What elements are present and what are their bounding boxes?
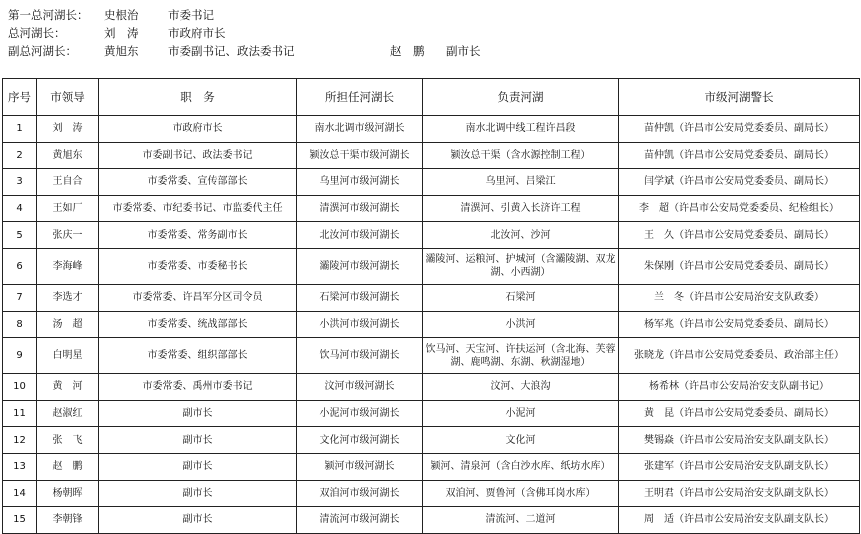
cell-chief: 文化河市级河湖长 xyxy=(297,427,423,454)
cell-seq: 10 xyxy=(3,374,37,401)
cell-rivers: 南水北调中线工程许昌段 xyxy=(423,116,619,143)
cell-rivers: 颍河、清泉河（含白沙水库、纸坊水库） xyxy=(423,453,619,480)
header-position-3: 市委副书记、政法委书记 xyxy=(168,44,295,58)
cell-chief: 灞陵河市级河湖长 xyxy=(297,248,423,284)
cell-seq: 7 xyxy=(3,284,37,311)
cell-chief: 饮马河市级河湖长 xyxy=(297,338,423,374)
cell-duty: 市委常委、许昌军分区司令员 xyxy=(99,284,297,311)
cell-police: 黄 昆（许昌市公安局党委委员、副局长） xyxy=(619,400,860,427)
cell-seq: 11 xyxy=(3,400,37,427)
cell-chief: 汶河市级河湖长 xyxy=(297,374,423,401)
cell-chief: 颍汝总干渠市级河湖长 xyxy=(297,142,423,169)
table-row xyxy=(3,222,860,249)
cell-rivers: 颍汝总干渠（含水源控制工程） xyxy=(423,142,619,169)
header-position-2: 市政府市长 xyxy=(168,26,226,40)
cell-rivers: 清潩河、引黄入长济许工程 xyxy=(423,195,619,222)
cell-rivers: 饮马河、天宝河、许扶运河（含北海、芙蓉湖、鹿鸣湖、东湖、秋湖湿地） xyxy=(423,338,619,374)
cell-police: 杨军兆（许昌市公安局党委委员、副局长） xyxy=(619,311,860,338)
table-row xyxy=(3,400,860,427)
cell-police: 张建军（许昌市公安局治安支队副支队长） xyxy=(619,453,860,480)
table-row xyxy=(3,453,860,480)
cell-duty: 市委常委、禹州市委书记 xyxy=(99,374,297,401)
cell-leader: 李朝锋 xyxy=(37,507,99,534)
river-chief-table xyxy=(2,78,860,534)
cell-leader: 杨朝晖 xyxy=(37,480,99,507)
cell-rivers: 北汝河、沙河 xyxy=(423,222,619,249)
cell-seq: 8 xyxy=(3,311,37,338)
cell-seq: 9 xyxy=(3,338,37,374)
cell-duty: 市委常委、市纪委书记、市监委代主任 xyxy=(99,195,297,222)
cell-duty: 市委常委、统战部部长 xyxy=(99,311,297,338)
cell-seq: 5 xyxy=(3,222,37,249)
cell-police: 王明君（许昌市公安局治安支队副支队长） xyxy=(619,480,860,507)
header-title-1: 第一总河湖长： xyxy=(8,8,89,22)
col-header-duty: 职 务 xyxy=(99,79,297,116)
cell-leader: 王如厂 xyxy=(37,195,99,222)
col-header-chief: 所担任河湖长 xyxy=(297,79,423,116)
col-header-police: 市级河湖警长 xyxy=(619,79,860,116)
table-row xyxy=(3,427,860,454)
cell-leader: 汤 超 xyxy=(37,311,99,338)
cell-seq: 3 xyxy=(3,169,37,196)
cell-seq: 15 xyxy=(3,507,37,534)
table-row xyxy=(3,248,860,284)
table-header-row xyxy=(3,79,860,116)
cell-duty: 副市长 xyxy=(99,400,297,427)
header-name-3b: 赵 鹏 xyxy=(390,44,425,58)
cell-leader: 黄 河 xyxy=(37,374,99,401)
cell-leader: 赵淑红 xyxy=(37,400,99,427)
table-row xyxy=(3,311,860,338)
cell-chief: 清流河市级河湖长 xyxy=(297,507,423,534)
cell-seq: 12 xyxy=(3,427,37,454)
table-row xyxy=(3,169,860,196)
cell-leader: 王自合 xyxy=(37,169,99,196)
cell-rivers: 小泥河 xyxy=(423,400,619,427)
cell-chief: 小泥河市级河湖长 xyxy=(297,400,423,427)
cell-chief: 小洪河市级河湖长 xyxy=(297,311,423,338)
col-header-leader: 市领导 xyxy=(37,79,99,116)
cell-leader: 刘 涛 xyxy=(37,116,99,143)
header-title-3: 副总河湖长： xyxy=(8,44,77,58)
cell-duty: 市委副书记、政法委书记 xyxy=(99,142,297,169)
header-title-2: 总河湖长： xyxy=(8,26,66,40)
cell-duty: 副市长 xyxy=(99,427,297,454)
header-line-2 xyxy=(8,24,853,42)
cell-seq: 4 xyxy=(3,195,37,222)
table-row xyxy=(3,480,860,507)
cell-duty: 市委常委、宣传部部长 xyxy=(99,169,297,196)
cell-rivers: 石梁河 xyxy=(423,284,619,311)
cell-duty: 市政府市长 xyxy=(99,116,297,143)
col-header-rivers: 负责河湖 xyxy=(423,79,619,116)
table-row xyxy=(3,374,860,401)
cell-police: 苗仲凯（许昌市公安局党委委员、副局长） xyxy=(619,142,860,169)
cell-rivers: 双洎河、贾鲁河（含佛耳岗水库） xyxy=(423,480,619,507)
table-body xyxy=(3,116,860,534)
cell-seq: 6 xyxy=(3,248,37,284)
cell-seq: 1 xyxy=(3,116,37,143)
header-line-3 xyxy=(8,42,853,60)
cell-police: 朱保刚（许昌市公安局党委委员、副局长） xyxy=(619,248,860,284)
cell-leader: 李海峰 xyxy=(37,248,99,284)
cell-police: 樊锡焱（许昌市公安局治安支队副支队长） xyxy=(619,427,860,454)
cell-police: 杨希林（许昌市公安局治安支队副书记） xyxy=(619,374,860,401)
cell-police: 王 久（许昌市公安局党委委员、副局长） xyxy=(619,222,860,249)
header-name-1: 史根治 xyxy=(104,8,139,22)
cell-chief: 乌里河市级河湖长 xyxy=(297,169,423,196)
cell-leader: 李选才 xyxy=(37,284,99,311)
header-name-2: 刘 涛 xyxy=(104,26,139,40)
cell-police: 闫学斌（许昌市公安局党委委员、副局长） xyxy=(619,169,860,196)
cell-leader: 张庆一 xyxy=(37,222,99,249)
header-position-1: 市委书记 xyxy=(168,8,214,22)
cell-chief: 清潩河市级河湖长 xyxy=(297,195,423,222)
cell-rivers: 灞陵河、运粮河、护城河（含灞陵湖、双龙湖、小西湖） xyxy=(423,248,619,284)
cell-chief: 北汝河市级河湖长 xyxy=(297,222,423,249)
cell-police: 周 适（许昌市公安局治安支队副支队长） xyxy=(619,507,860,534)
table-row xyxy=(3,116,860,143)
cell-duty: 副市长 xyxy=(99,507,297,534)
table-row xyxy=(3,195,860,222)
cell-seq: 13 xyxy=(3,453,37,480)
cell-seq: 14 xyxy=(3,480,37,507)
cell-police: 李 超（许昌市公安局党委委员、纪检组长） xyxy=(619,195,860,222)
table-row xyxy=(3,338,860,374)
header-block xyxy=(8,6,853,60)
cell-leader: 赵 鹏 xyxy=(37,453,99,480)
cell-police: 兰 冬（许昌市公安局治安支队政委） xyxy=(619,284,860,311)
cell-rivers: 汶河、大浪沟 xyxy=(423,374,619,401)
cell-duty: 市委常委、市委秘书长 xyxy=(99,248,297,284)
cell-rivers: 清流河、二道河 xyxy=(423,507,619,534)
cell-rivers: 乌里河、吕梁江 xyxy=(423,169,619,196)
cell-chief: 南水北调市级河湖长 xyxy=(297,116,423,143)
cell-chief: 颍河市级河湖长 xyxy=(297,453,423,480)
col-header-seq: 序号 xyxy=(3,79,37,116)
cell-chief: 石梁河市级河湖长 xyxy=(297,284,423,311)
cell-rivers: 文化河 xyxy=(423,427,619,454)
header-position-3b: 副市长 xyxy=(446,44,481,58)
cell-leader: 张 飞 xyxy=(37,427,99,454)
table-row xyxy=(3,142,860,169)
cell-leader: 白明星 xyxy=(37,338,99,374)
table-row xyxy=(3,284,860,311)
cell-duty: 市委常委、常务副市长 xyxy=(99,222,297,249)
cell-duty: 副市长 xyxy=(99,453,297,480)
cell-duty: 市委常委、组织部部长 xyxy=(99,338,297,374)
cell-police: 苗仲凯（许昌市公安局党委委员、副局长） xyxy=(619,116,860,143)
table-row xyxy=(3,507,860,534)
cell-seq: 2 xyxy=(3,142,37,169)
header-name-3: 黄旭东 xyxy=(104,44,139,58)
header-line-1 xyxy=(8,6,853,24)
cell-rivers: 小洪河 xyxy=(423,311,619,338)
cell-leader: 黄旭东 xyxy=(37,142,99,169)
cell-chief: 双洎河市级河湖长 xyxy=(297,480,423,507)
cell-police: 张晓龙（许昌市公安局党委委员、政治部主任） xyxy=(619,338,860,374)
cell-duty: 副市长 xyxy=(99,480,297,507)
